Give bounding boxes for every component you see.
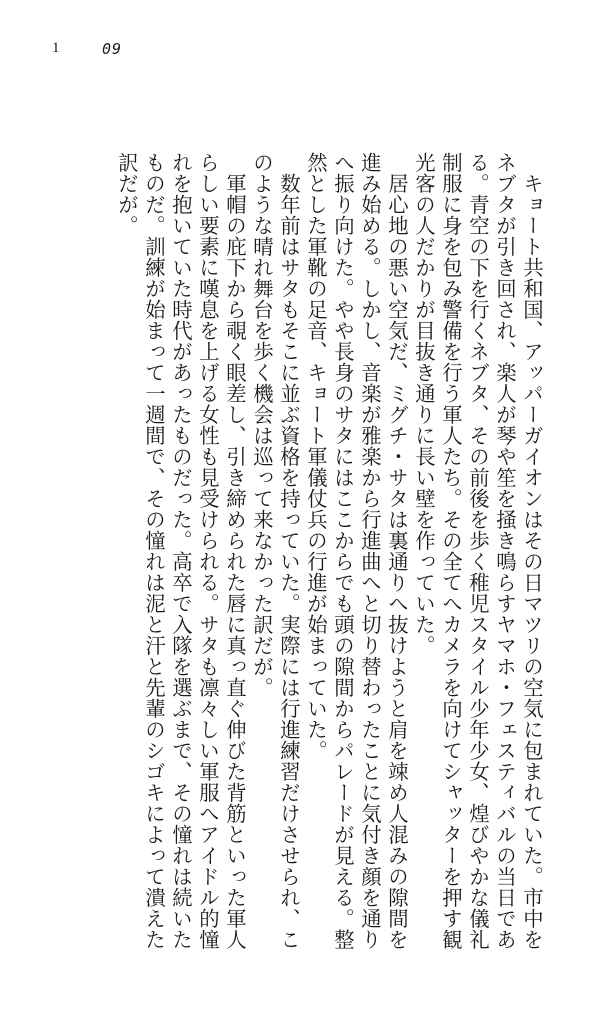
chapter-number: 09 — [102, 40, 123, 58]
paragraph-2: 居心地の悪い空気だ、ミグチ・サタは裏通りへ抜けようと肩を竦め人混みの隙間を進み始める。しかし、音楽が雅楽から行進曲へと切り替わったことに気付き顔を通りへ振り向けた。やや長身のサタにはここからでも頭の隙間からパレードが見える。整然とした軍靴の足音、キョート軍儀仗兵の行進が始まっていた。 — [304, 152, 409, 950]
page-number: 1 — [52, 40, 60, 56]
body-text — [113, 152, 545, 952]
paragraph-1: キョート共和国、アッパーガイオンはその日マツリの空気に包まれていた。市中をネブタが引き回され、楽人が琴や笙を掻き鳴らすヤマホ・フェスティバルの当日である。青空の下を行くネブタ、その前後を歩く稚児スタイル少年少女、煌びやかな儀礼制服に身を包み警備を行う軍人たち。その全てへカメラを向けてシャッターを押す観光客の人だかりが目抜き通りに長い壁を作っていた。 — [412, 152, 544, 950]
paragraph-4: 軍帽の庇下から覗く眼差し、引き締められた唇に真っ直ぐ伸びた背筋といった軍人らしい要素に嘆息を上げる女性も見受けられる。サタも凛々しい軍服へアイドル的憧れを抱いていた時代があったものだった。高卒で入隊を選ぶまで、その憧れは続いたものだ。訓練が始まって一週間で、その憧れは泥と汗と先輩のシゴキによって潰えた訳だが。 — [115, 152, 247, 950]
paragraph-3: 数年前はサタもそこに並ぶ資格を持っていた。実際には行進練習だけさせられ、このような晴れ舞台を歩く機会は巡って来なかった訳だが。 — [250, 152, 301, 950]
